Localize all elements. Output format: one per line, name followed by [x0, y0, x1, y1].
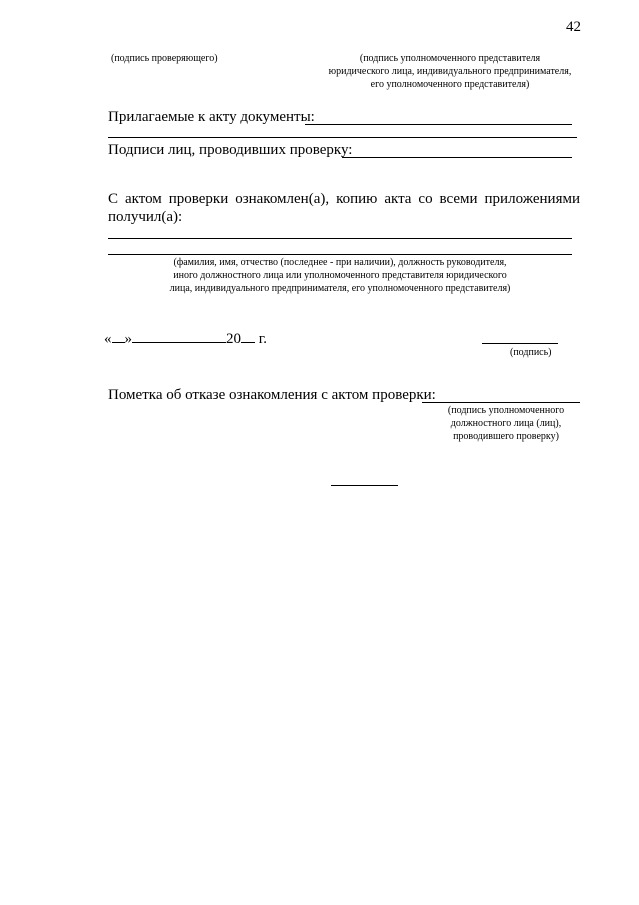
representative-caption-line: его уполномоченного представителя)	[370, 79, 530, 90]
attached-docs-label: Прилагаемые к акту документы:	[108, 109, 315, 125]
refusal-caption-line: (подпись уполномоченного	[447, 405, 565, 416]
refusal-label: Пометка об отказе ознакомления с актом проверки:	[108, 387, 436, 403]
date-year-blank	[241, 329, 255, 343]
representative-signature-caption	[300, 52, 600, 91]
end-separator-line	[331, 485, 398, 486]
refusal-caption-line: должностного лица (лиц),	[450, 418, 562, 429]
representative-caption-line: юридического лица, индивидуального предпринимателя,	[328, 66, 572, 77]
date-close-quote: »	[124, 331, 132, 347]
acquainted-statement-line2: получил(а):	[108, 209, 183, 225]
date-year-suffix: г.	[258, 331, 267, 347]
inspector-signature-caption: (подпись проверяющего)	[111, 53, 218, 64]
refusal-blank	[422, 402, 580, 403]
date-open-quote: «	[104, 331, 112, 347]
acquainted-blank-2	[108, 254, 572, 255]
date-year-prefix: 20	[226, 331, 241, 347]
date-month-blank	[132, 329, 226, 343]
inspectors-signatures-label: Подписи лиц, проводивших проверку:	[108, 142, 353, 158]
date-day-blank	[112, 329, 125, 343]
signature-caption: (подпись)	[510, 347, 552, 358]
signature-blank	[482, 343, 558, 344]
attached-docs-blank	[305, 124, 572, 125]
acquainted-statement-line1: С актом проверки ознакомлен(а), копию акта со всеми приложениями	[108, 191, 580, 207]
acquainted-caption-line: (фамилия, имя, отчество (последнее - при наличии), должность руководителя,	[173, 257, 507, 268]
acquainted-caption	[118, 256, 562, 295]
representative-caption-line: (подпись уполномоченного представителя	[359, 53, 541, 64]
refusal-caption	[422, 404, 590, 443]
date-field	[104, 329, 267, 349]
acquainted-caption-line: лица, индивидуального предпринимателя, его уполномоченного представителя)	[169, 283, 511, 294]
acquainted-blank-1	[108, 238, 572, 239]
page-number: 42	[566, 19, 581, 35]
refusal-caption-line: проводившего проверку)	[453, 431, 559, 442]
acquainted-caption-line: иного должностного лица или уполномоченного представителя юридического	[173, 270, 507, 281]
inspectors-signatures-blank	[342, 157, 572, 158]
attached-docs-blank-2	[108, 137, 577, 138]
